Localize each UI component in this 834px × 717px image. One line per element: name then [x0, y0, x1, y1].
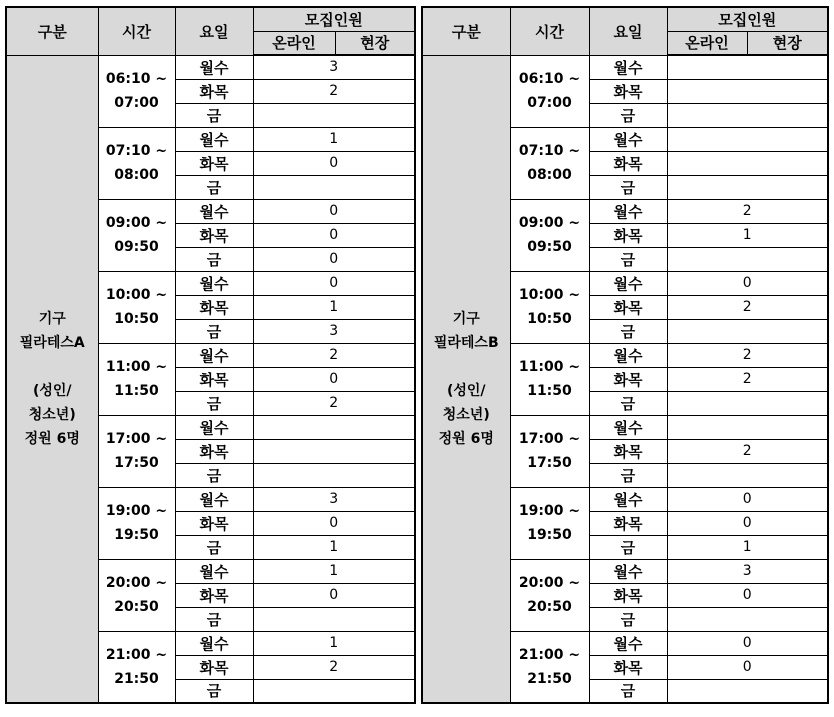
category-line: [423, 355, 510, 379]
recruit-count-cell: 3: [253, 487, 415, 511]
recruit-count-cell: 2: [253, 655, 415, 679]
recruit-count-cell: 2: [253, 343, 415, 367]
time-slot-cell: [98, 343, 175, 415]
time-start: 20:00 ~: [105, 575, 168, 591]
day-cell: 화목: [175, 367, 253, 391]
header-time: 시간: [98, 7, 175, 55]
recruit-count-cell: 2: [253, 391, 415, 415]
day-cell: 금: [589, 607, 667, 631]
time-start: 10:00 ~: [105, 287, 168, 303]
recruit-count-cell: 0: [253, 367, 415, 391]
header-onsite: 현장: [335, 31, 415, 55]
category-line: (성인/: [446, 382, 486, 399]
time-end: 21:50: [114, 670, 159, 687]
recruit-count-cell: 0: [253, 511, 415, 535]
category-cell: [422, 55, 510, 703]
time-slot-cell: [510, 271, 589, 343]
time-end: 09:50: [114, 239, 159, 255]
time-end: 17:50: [114, 455, 159, 471]
recruit-count-cell: [253, 103, 415, 127]
recruit-count-cell: [253, 175, 415, 199]
day-cell: 화목: [589, 439, 667, 463]
category-line: 기구: [452, 310, 480, 327]
header-category: 구분: [6, 7, 98, 55]
time-end: 10:50: [114, 311, 159, 327]
day-cell: 월수: [589, 559, 667, 583]
time-slot-cell: [98, 487, 175, 559]
table-row: [6, 55, 415, 79]
day-cell: 월수: [589, 343, 667, 367]
recruit-count-cell: 0: [667, 655, 828, 679]
recruit-count-cell: [667, 679, 828, 703]
recruit-count-cell: 0: [253, 223, 415, 247]
day-cell: 화목: [589, 223, 667, 247]
day-cell: 금: [175, 679, 253, 703]
day-cell: 화목: [175, 151, 253, 175]
day-cell: 월수: [589, 127, 667, 151]
time-slot-cell: [98, 199, 175, 271]
time-slot-cell: [510, 559, 589, 631]
time-start: 09:00 ~: [518, 215, 581, 231]
day-cell: 화목: [589, 151, 667, 175]
time-end: 11:50: [527, 383, 572, 399]
recruit-count-cell: [253, 439, 415, 463]
recruit-count-cell: 1: [667, 535, 828, 559]
recruit-count-cell: 1: [253, 295, 415, 319]
day-cell: 월수: [175, 631, 253, 655]
recruit-count-cell: 0: [667, 487, 828, 511]
day-cell: 화목: [175, 655, 253, 679]
time-start: 17:00 ~: [105, 431, 168, 447]
time-slot-cell: [510, 127, 589, 199]
day-cell: 금: [589, 103, 667, 127]
time-slot-cell: [510, 343, 589, 415]
category-line: 필라테스B: [433, 334, 499, 351]
recruit-count-cell: [667, 391, 828, 415]
day-cell: 금: [175, 175, 253, 199]
time-end: 07:00: [114, 95, 159, 111]
header-onsite: 현장: [747, 31, 828, 55]
recruit-count-cell: 0: [253, 199, 415, 223]
recruit-count-cell: [667, 127, 828, 151]
table-body: [422, 55, 828, 703]
time-end: 20:50: [114, 599, 159, 615]
recruit-count-cell: [667, 103, 828, 127]
recruit-count-cell: 0: [667, 583, 828, 607]
time-start: 19:00 ~: [518, 503, 581, 519]
recruit-count-cell: 0: [667, 271, 828, 295]
recruit-count-cell: 1: [253, 535, 415, 559]
day-cell: 월수: [589, 271, 667, 295]
time-slot-cell: [98, 127, 175, 199]
day-cell: 월수: [175, 487, 253, 511]
recruit-count-cell: 2: [253, 79, 415, 103]
time-start: 21:00 ~: [105, 646, 168, 663]
time-start: 11:00 ~: [105, 359, 168, 375]
day-cell: 월수: [175, 559, 253, 583]
time-end: 10:50: [527, 311, 572, 327]
time-end: 17:50: [527, 455, 572, 471]
day-cell: 화목: [175, 439, 253, 463]
day-cell: 월수: [175, 343, 253, 367]
time-start: 20:00 ~: [518, 575, 581, 591]
day-cell: 화목: [589, 583, 667, 607]
category-line: 정원 6명: [24, 430, 80, 447]
recruit-count-cell: 2: [667, 367, 828, 391]
header-time: 시간: [510, 7, 589, 55]
time-start: 07:10 ~: [105, 143, 168, 159]
day-cell: 금: [589, 679, 667, 703]
time-slot-cell: [510, 487, 589, 559]
recruit-count-cell: 0: [667, 631, 828, 655]
recruit-count-cell: 0: [253, 151, 415, 175]
recruit-count-cell: [667, 55, 828, 79]
recruit-count-cell: 0: [253, 271, 415, 295]
category-line: 기구: [38, 310, 66, 327]
day-cell: 월수: [589, 415, 667, 439]
day-cell: 금: [175, 607, 253, 631]
category-line: 정원 6명: [438, 430, 494, 447]
category-line: (성인/: [32, 382, 72, 399]
category-line: 청소년): [442, 406, 490, 423]
category-line: [7, 355, 98, 379]
recruit-count-cell: [667, 415, 828, 439]
day-cell: 금: [589, 247, 667, 271]
recruit-count-cell: [667, 607, 828, 631]
recruit-count-cell: 1: [253, 559, 415, 583]
day-cell: 화목: [175, 511, 253, 535]
day-cell: 월수: [589, 631, 667, 655]
header-category: 구분: [422, 7, 510, 55]
day-cell: 금: [175, 535, 253, 559]
recruit-count-cell: 1: [253, 631, 415, 655]
recruit-count-cell: [667, 175, 828, 199]
time-end: 11:50: [114, 383, 159, 399]
recruit-count-cell: 2: [667, 295, 828, 319]
day-cell: 금: [589, 319, 667, 343]
recruit-count-cell: [667, 79, 828, 103]
time-end: 08:00: [114, 167, 159, 183]
time-start: 07:10 ~: [518, 143, 581, 159]
day-cell: 화목: [589, 79, 667, 103]
day-cell: 월수: [175, 55, 253, 79]
day-cell: 월수: [175, 199, 253, 223]
time-start: 10:00 ~: [518, 287, 581, 303]
recruit-count-cell: 3: [253, 319, 415, 343]
day-cell: 금: [589, 463, 667, 487]
table-body: [6, 55, 415, 703]
header-recruit: 모집인원: [667, 7, 828, 31]
category-cell: [6, 55, 98, 703]
recruit-count-cell: [253, 463, 415, 487]
recruit-count-cell: [667, 151, 828, 175]
day-cell: 화목: [589, 367, 667, 391]
header-day: 요일: [589, 7, 667, 55]
recruit-count-cell: 0: [253, 583, 415, 607]
time-slot-cell: [98, 631, 175, 703]
recruit-count-cell: [253, 415, 415, 439]
recruit-count-cell: [667, 463, 828, 487]
recruit-count-cell: 2: [667, 199, 828, 223]
time-start: 19:00 ~: [105, 503, 168, 519]
time-start: 06:10 ~: [518, 71, 581, 87]
recruit-count-cell: [667, 319, 828, 343]
day-cell: 월수: [589, 199, 667, 223]
recruit-count-cell: 1: [667, 223, 828, 247]
time-end: 19:50: [527, 527, 572, 543]
day-cell: 화목: [589, 511, 667, 535]
day-cell: 금: [175, 103, 253, 127]
recruit-count-cell: 0: [253, 247, 415, 271]
recruit-count-cell: 3: [667, 559, 828, 583]
time-end: 20:50: [527, 599, 572, 615]
day-cell: 화목: [175, 223, 253, 247]
time-slot-cell: [98, 415, 175, 487]
recruit-count-cell: 3: [253, 55, 415, 79]
category-line: 청소년): [28, 406, 76, 423]
recruit-count-cell: 2: [667, 439, 828, 463]
time-slot-cell: [510, 631, 589, 703]
time-slot-cell: [510, 55, 589, 127]
day-cell: 금: [175, 319, 253, 343]
time-end: 19:50: [114, 527, 159, 543]
recruit-count-cell: [253, 679, 415, 703]
time-start: 09:00 ~: [105, 215, 168, 231]
day-cell: 금: [175, 391, 253, 415]
recruit-count-cell: 1: [253, 127, 415, 151]
time-slot-cell: [98, 559, 175, 631]
time-slot-cell: [510, 199, 589, 271]
category-line: 필라테스A: [19, 334, 85, 351]
time-end: 08:00: [527, 167, 572, 183]
table-row: [422, 55, 828, 79]
schedule-table-b: [421, 6, 829, 704]
day-cell: 월수: [175, 271, 253, 295]
day-cell: 화목: [175, 583, 253, 607]
recruit-count-cell: 0: [667, 511, 828, 535]
day-cell: 화목: [589, 655, 667, 679]
time-end: 07:00: [527, 95, 572, 111]
time-start: 11:00 ~: [518, 359, 581, 375]
time-slot-cell: [98, 271, 175, 343]
recruit-count-cell: [253, 607, 415, 631]
time-start: 06:10 ~: [105, 71, 168, 87]
recruit-count-cell: [667, 247, 828, 271]
day-cell: 금: [589, 391, 667, 415]
header-online: 온라인: [667, 31, 747, 55]
day-cell: 화목: [589, 295, 667, 319]
header-day: 요일: [175, 7, 253, 55]
day-cell: 월수: [175, 127, 253, 151]
day-cell: 월수: [589, 55, 667, 79]
time-slot-cell: [98, 55, 175, 127]
day-cell: 화목: [175, 79, 253, 103]
recruit-count-cell: 2: [667, 343, 828, 367]
day-cell: 화목: [175, 295, 253, 319]
time-end: 09:50: [527, 239, 572, 255]
schedule-table-a: [5, 6, 416, 704]
time-start: 17:00 ~: [518, 431, 581, 447]
header-online: 온라인: [253, 31, 335, 55]
time-start: 21:00 ~: [518, 646, 581, 663]
header-recruit: 모집인원: [253, 7, 415, 31]
time-end: 21:50: [527, 670, 572, 687]
day-cell: 금: [589, 175, 667, 199]
day-cell: 월수: [589, 487, 667, 511]
day-cell: 월수: [175, 415, 253, 439]
day-cell: 금: [589, 535, 667, 559]
time-slot-cell: [510, 415, 589, 487]
day-cell: 금: [175, 463, 253, 487]
day-cell: 금: [175, 247, 253, 271]
